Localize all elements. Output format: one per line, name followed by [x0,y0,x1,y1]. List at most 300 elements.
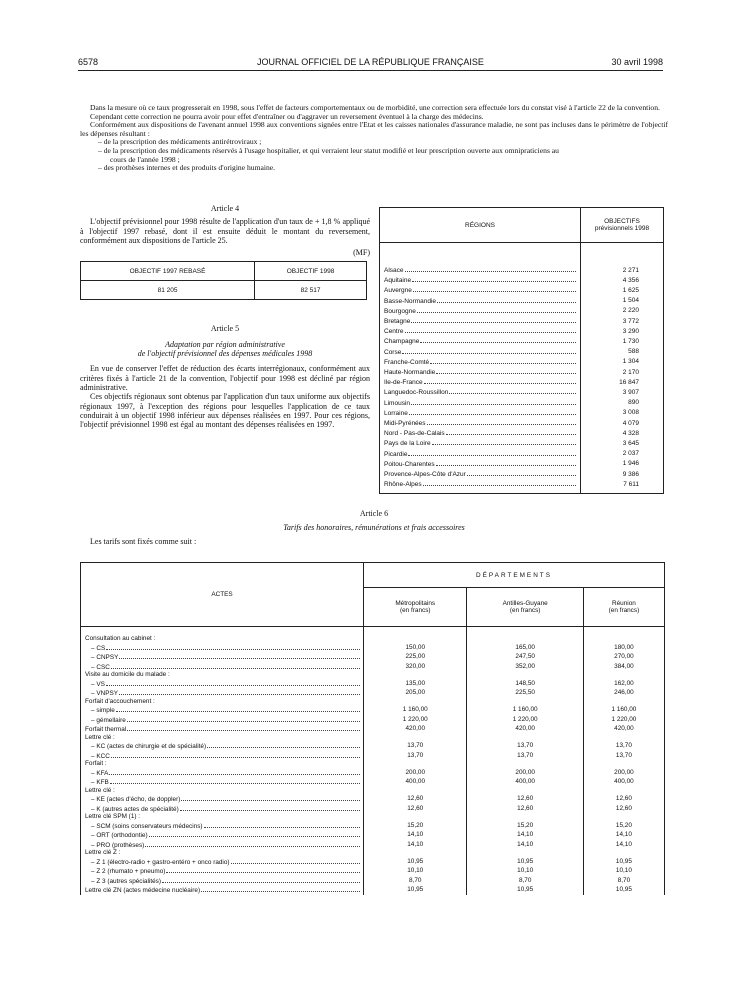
tarif-label-text: – KFA [91,769,109,777]
dot-leader [231,857,360,864]
region-value: 4 356 [581,275,664,285]
tarif-value: 10,95 [583,857,664,867]
tarif-value [467,813,583,821]
tarif-value [583,849,664,857]
region-value: 890 [581,398,664,408]
tarif-value [364,813,467,821]
tarif-value: 225,50 [467,688,583,698]
tarif-label-text: Consultation au cabinet : [85,635,156,642]
article-5-title: Article 5 [210,324,240,334]
tarif-label-text: Lettre clé Z : [85,849,121,856]
tarif-row [81,777,665,787]
tarif-value: 10,95 [364,885,467,895]
tarif-row [81,787,665,795]
region-name [380,449,581,459]
tarif-row [81,840,665,850]
dot-leader [110,777,360,784]
tarif-label-text: – KE (actes d'écho, de doppler) [91,796,181,803]
region-value: 1 625 [581,285,664,295]
tarif-label-text: Lettre clé : [85,786,115,794]
tarif-value: 14,10 [583,830,664,840]
region-name [380,418,581,428]
region-value: 2 170 [581,367,664,377]
column-header-antilles-guyane [467,588,583,627]
region-name-text: Provence-Alpes-Côte d'Azur [384,471,466,479]
tarif-label-text: Forfait thermal [85,726,127,733]
objectif-table [80,261,367,300]
region-name [380,336,581,346]
region-name-text: Midi-Pyrénées [384,420,426,428]
region-row [380,408,664,418]
tarif-value [467,787,583,795]
dot-leader [402,347,576,354]
dot-leader [430,357,576,364]
tarif-label [81,857,364,867]
tarif-row [81,671,665,679]
tarif-row [81,813,665,821]
tarif-value [364,671,467,679]
region-name-text: Pays de la Loire [384,440,431,448]
region-name-text: Bretagne [384,318,411,326]
region-name [380,377,581,387]
tarif-label [81,643,364,653]
dot-leader [106,679,360,686]
dot-leader [436,459,576,466]
dot-leader [424,377,576,384]
dot-leader [127,715,360,722]
tarif-label-text: – VNPSY [91,690,118,697]
tarif-row [81,876,665,886]
region-row [380,316,664,326]
region-name-text: Ile-de-France [384,379,423,387]
dot-leader [181,794,360,801]
tarif-value: 13,70 [364,741,467,751]
tarif-row [81,866,665,876]
tarif-label [81,688,364,698]
intro-dash-item-continued: cours de l'année 1998 ; [110,154,180,164]
tarif-value: 10,10 [467,866,583,876]
tarif-value: 15,20 [583,821,664,831]
tarif-value: 12,60 [583,804,664,814]
tarif-label [81,734,364,742]
tarif-row [81,741,665,751]
tarif-value [583,813,664,821]
tarif-label [81,794,364,804]
tarif-value: 13,70 [467,741,583,751]
region-value: 9 386 [581,469,664,479]
region-name [380,285,581,295]
tarif-value: 352,00 [467,662,583,672]
region-name [380,243,581,276]
region-name-text: Auvergne [384,287,412,295]
tarif-value [467,698,583,706]
tarif-value: 10,95 [467,885,583,895]
objectives-header [581,208,664,243]
tarif-value: 8,70 [364,876,467,886]
dot-leader [411,316,576,323]
region-row [380,428,664,438]
dot-leader [162,876,360,883]
region-name-text: Picardie [384,450,408,458]
region-value: 2 037 [581,449,664,459]
column-header-line: Antilles-Guyane [502,600,548,607]
region-name [380,326,581,336]
intro-paragraph: Conformément aux dispositions de l'avenant annuel 1998 aux conventions signées entre l'Etat et les caisses nationales d'assurance maladie, ne sont pas incluses dans le périmètre de l'objectif les dépenses résultant : [80,120,668,138]
dot-leader [427,418,576,425]
dot-leader [106,643,360,650]
region-name [380,316,581,326]
region-row [380,449,664,459]
objectif-header: OBJECTIF 1998 [255,262,367,281]
tarif-value: 148,50 [467,679,583,689]
region-name [380,398,581,408]
tarif-label-text: Forfait : [85,760,107,767]
tarif-label-text: – Z 3 (autres spécialités) [91,877,161,885]
tarif-value [364,849,467,857]
tarif-label-text: – VS [91,680,105,688]
dot-leader [413,285,576,292]
page-header [78,57,663,71]
region-value: 3 008 [581,408,664,418]
tarif-value: 12,60 [364,804,467,814]
tarif-value: 13,70 [583,751,664,761]
region-name-text: Lorraine [384,409,408,417]
tarif-label [81,876,364,886]
region-name-text: Champagne [384,338,420,346]
page-number: 6578 [78,57,99,67]
region-name [380,357,581,367]
dot-leader [166,866,360,873]
tarif-label [81,724,364,734]
tarif-label-text: – K (autres actes de spécialité) [91,805,179,813]
region-name [380,428,581,438]
unit-label: (MF) [353,248,370,258]
column-header-line: Réunion [612,600,636,607]
region-name-text: Limousin [384,399,411,407]
tarif-label-text: – SCM (soins conservateurs médecins) [91,822,203,830]
region-name-text: Centre [384,328,404,336]
tarif-label-text: Forfait d'accouchement : [85,697,155,705]
tarif-label [81,652,364,662]
region-value: 3 907 [581,387,664,397]
tarif-value [364,734,467,742]
region-name-text: Languedoc-Roussillon [384,389,449,397]
tarif-value: 15,20 [467,821,583,831]
region-row [380,336,664,346]
tarif-value [467,671,583,679]
tarif-label [81,840,364,850]
tarif-label [81,760,364,768]
tarif-value: 1 220,00 [583,715,664,725]
region-row [380,377,664,387]
article-6-title: Article 6 [359,509,389,518]
tarif-value [583,734,664,742]
tarif-value: 200,00 [467,768,583,778]
tarif-value: 14,10 [583,840,664,850]
region-row [380,398,664,408]
tarif-value: 180,00 [583,643,664,653]
tarif-value: 13,70 [583,741,664,751]
tarif-row [81,688,665,698]
tarif-value: 1 160,00 [583,705,664,715]
tarif-value: 384,00 [583,662,664,672]
dot-leader [408,449,576,456]
tarif-label [81,768,364,778]
tarif-value: 420,00 [364,724,467,734]
tarif-value [467,627,583,643]
region-name-text: Bourgogne [384,307,416,315]
tarif-label-text: Lettre clé : [85,733,115,741]
tarif-value: 8,70 [583,876,664,886]
tarif-value: 13,70 [467,751,583,761]
objectif-header: OBJECTIF 1997 REBASÉ [81,262,255,281]
tarif-label [81,813,364,821]
region-value: 2 220 [581,306,664,316]
tarif-label [81,662,364,672]
region-value: 1 730 [581,336,664,346]
tarif-value: 150,00 [364,643,467,653]
tarif-value: 10,10 [583,866,664,876]
region-value: 4 328 [581,428,664,438]
tarif-label [81,705,364,715]
region-name-text: Alsace [384,267,404,274]
departements-header: DÉPARTEMENTS [364,563,665,588]
dot-leader [180,804,360,811]
tarif-label-text: – CSC [91,663,110,671]
region-value: 2 271 [581,243,664,276]
objectives-header-line: prévisionnels 1998 [594,225,650,232]
tarif-row [81,627,665,643]
tarif-row [81,760,665,768]
dot-leader [207,741,360,748]
tarif-label-text: Visite au domicile du malade : [85,671,170,678]
intro-dash-item: – de la prescription des médicaments réservés à l'usage hospitalier, et qui verraient leur statut modifié et leur prescription ouverte aux omnipraticiens au [98,145,559,155]
tarif-label [81,830,364,840]
region-row [380,296,664,306]
tarif-label-text: – KFB [91,779,109,786]
tarif-value: 247,50 [467,652,583,662]
region-value: 4 079 [581,418,664,428]
region-name [380,469,581,479]
tarif-row [81,768,665,778]
tarif-value [583,760,664,768]
region-name-text: Haute-Normandie [384,369,436,377]
regions-table [379,207,664,494]
tarif-row [81,734,665,742]
region-row [380,469,664,479]
region-row [380,326,664,336]
tarif-value: 8,70 [467,876,583,886]
tarif-label [81,627,364,643]
column-header-line: (en francs) [608,607,640,614]
tarif-label [81,679,364,689]
tarif-value: 162,00 [583,679,664,689]
tarif-label-text: – Z 1 (électro-radio + gastro-entéro + onco radio) [91,858,230,866]
region-value: 16 847 [581,377,664,387]
tarif-value: 225,00 [364,652,467,662]
actes-header: ACTES [81,563,364,627]
dot-leader [411,398,576,405]
tarif-row [81,662,665,672]
article-6-subtitle: Tarifs des honoraires, rémunérations et frais accessoires [283,523,465,532]
tarif-label-text: – KCC [91,752,110,760]
dot-leader [409,408,576,415]
header-rule [78,70,663,71]
tarif-label-text: Lettre clé ZN (actes médecine nucléaire) [85,887,201,894]
tarif-label [81,741,364,751]
tarif-value: 200,00 [583,768,664,778]
region-row [380,367,664,377]
tarif-value: 10,95 [467,857,583,867]
tarif-value: 10,95 [583,885,664,895]
tarif-row [81,849,665,857]
article-5-subtitle: de l'objectif prévisionnel des dépenses médicales 1998 [137,349,313,359]
tarif-row [81,821,665,831]
objectives-header-line: OBJECTIFS [604,218,640,225]
article-6-section [80,509,668,547]
dot-leader [119,688,360,695]
tarif-value: 1 220,00 [467,715,583,725]
region-name-text: Nord - Pas-de-Calais [384,430,445,438]
region-name [380,408,581,418]
tarif-value [364,698,467,706]
tarif-row [81,724,665,734]
region-name [380,479,581,494]
region-row [380,357,664,367]
region-value: 3 645 [581,438,664,448]
tarif-row [81,857,665,867]
region-row [380,387,664,397]
tarif-value: 12,60 [364,794,467,804]
intro-dash-item: – des prothèses internes et des produits d'origine humaine. [98,163,276,173]
tarif-value: 135,00 [364,679,467,689]
region-value: 3 772 [581,316,664,326]
tarif-row [81,885,665,895]
tarif-value: 420,00 [467,724,583,734]
intro-section [80,104,668,173]
tarif-label-text: – ORT (orthodontie) [91,832,148,839]
tarif-value: 400,00 [583,777,664,787]
tarifs-table [80,562,665,895]
tarif-value [467,849,583,857]
tarif-value: 15,20 [364,821,467,831]
tarif-label [81,866,364,876]
intro-dash-item: – de la prescription des médicaments antirétroviraux ; [98,137,262,147]
objectif-value: 81 205 [81,281,255,300]
region-name [380,347,581,357]
region-row [380,418,664,428]
dot-leader [116,705,360,712]
region-name [380,296,581,306]
article-5-subtitle: Adaptation par région administrative [165,339,285,349]
article-4-title: Article 4 [210,204,240,213]
tarif-value [467,734,583,742]
article-4-text: L'objectif prévisionnel pour 1998 résulte de l'application d'un taux de + 1,8 % appliqué à l'objectif 1997 rebasé, dont il est ensuite déduit le montant du reversement, conformément aux dispositions de l'article 25. [80,217,370,245]
dot-leader [432,438,576,445]
tarif-value: 10,10 [364,866,467,876]
dot-leader [446,428,576,435]
region-value: 1 304 [581,357,664,367]
tarif-value: 420,00 [583,724,664,734]
dot-leader [111,751,360,758]
region-name-text: Basse-Normandie [384,297,437,305]
tarif-value: 14,10 [364,840,467,850]
regions-header: RÉGIONS [380,208,581,243]
region-row [380,306,664,316]
dot-leader [127,724,360,731]
region-name-text: Aquitaine [384,277,412,285]
tarif-row [81,794,665,804]
intro-paragraph: Dans la mesure où ce taux progresserait en 1998, sous l'effet de facteurs comportementaux ou de morbidité, une correction sera effectuée lors du constat visé à l'article 22 de la convention. [90,103,660,112]
tarif-value: 1 160,00 [467,705,583,715]
tarif-value [583,671,664,679]
tarif-label [81,777,364,787]
region-value: 1 946 [581,459,664,469]
dot-leader [420,336,576,343]
tarif-row [81,698,665,706]
dot-leader [412,275,576,282]
region-row [380,243,664,276]
region-name [380,438,581,448]
tarif-value: 14,10 [364,830,467,840]
dot-leader [149,830,360,837]
tarif-value [583,698,664,706]
region-row [380,275,664,285]
region-value: 1 504 [581,296,664,306]
tarif-value: 12,60 [467,794,583,804]
tarif-label-text: – Z 2 (rhumato + pneumo) [91,868,166,875]
tarif-value [583,627,664,643]
dot-leader [405,326,576,333]
tarif-value: 200,00 [364,768,467,778]
dot-leader [119,652,360,659]
tarif-label-text: – gémellaire [91,716,126,724]
tarif-label-text: – KC (actes de chirurgie et de spécialité) [91,743,207,750]
dot-leader [111,662,360,669]
tarif-row [81,751,665,761]
column-header-line: (en francs) [399,607,431,614]
tarif-label-text: – simple [91,707,115,714]
dot-leader [417,306,576,313]
tarif-value [583,787,664,795]
tarif-value [364,760,467,768]
tarif-value: 400,00 [364,777,467,787]
tarif-label [81,787,364,795]
tarif-label [81,698,364,706]
tarif-value [364,627,467,643]
dot-leader [436,367,576,374]
issue-date: 30 avril 1998 [611,57,663,67]
tarif-row [81,830,665,840]
column-header-reunion [583,588,664,627]
article-6-lead: Les tarifs sont fixés comme suit : [90,537,197,546]
tarif-label [81,849,364,857]
tarif-value: 13,70 [364,751,467,761]
dot-leader [467,469,576,476]
tarif-value: 400,00 [467,777,583,787]
dot-leader [423,479,576,486]
region-row [380,479,664,494]
tarif-row [81,679,665,689]
region-row [380,438,664,448]
tarif-label [81,751,364,761]
tarif-label-text: – CS [91,644,106,652]
dot-leader [201,885,360,892]
tarif-value: 14,10 [467,840,583,850]
dot-leader [145,840,360,847]
region-row [380,347,664,357]
region-row [380,459,664,469]
